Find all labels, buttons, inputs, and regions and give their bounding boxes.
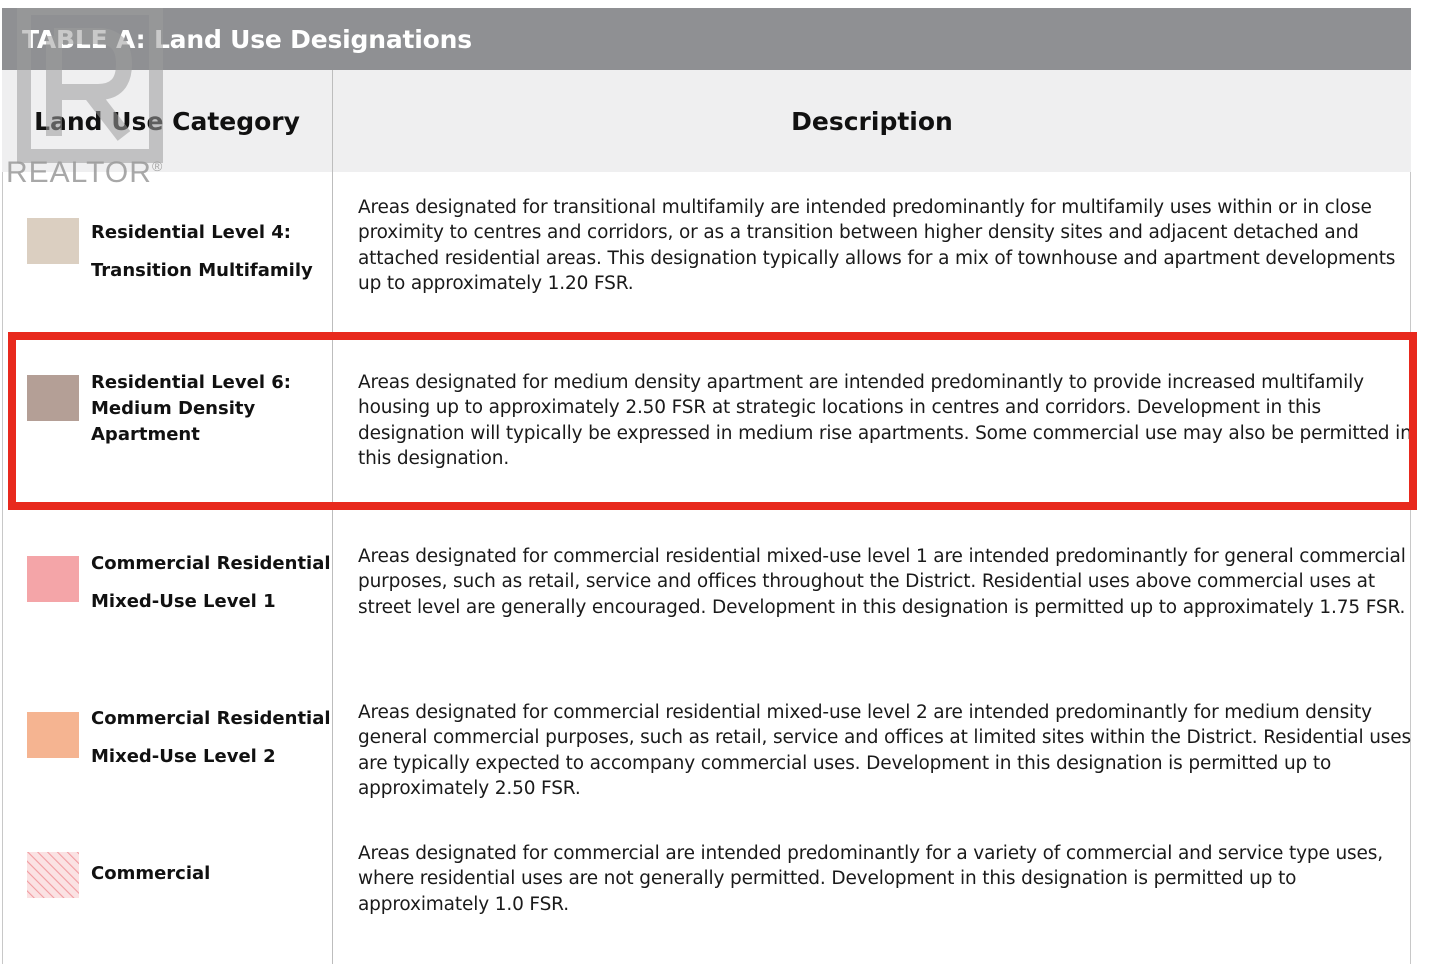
column-divider bbox=[332, 70, 333, 964]
category-label bbox=[91, 700, 331, 776]
realtor-watermark bbox=[6, 156, 163, 190]
table-title-text: TABLE A: Land Use Designations bbox=[22, 24, 472, 54]
table-title bbox=[2, 8, 1411, 70]
color-swatch bbox=[27, 712, 79, 758]
color-swatch bbox=[27, 218, 79, 264]
category-label-line: Commercial Residential bbox=[91, 708, 331, 729]
color-swatch bbox=[27, 556, 79, 602]
description-text: Areas designated for commercial residential mixed-use level 1 are intended predominantly for general commercial purposes, such as retail, service and offices throughout the District. Residential uses above commercial uses at street level are generally encouraged. Development in this designation is permitted up to approximately 1.75 FSR. bbox=[358, 546, 1406, 618]
category-label-line: Commercial bbox=[91, 863, 211, 884]
header-description: Description bbox=[791, 106, 953, 136]
category-label-line: Mixed-Use Level 2 bbox=[91, 746, 276, 767]
category-label-line: Residential Level 6: bbox=[91, 372, 291, 393]
description-text: Areas designated for commercial residential mixed-use level 2 are intended predominantly for medium density general commercial purposes, such as retail, service and offices at limited sites within the District. Residential uses are typically expected to accompany commercial uses. Development in this designation is permitted up to approximately 2.50 FSR. bbox=[358, 702, 1412, 799]
category-label-line: Apartment bbox=[91, 424, 200, 445]
category-label bbox=[91, 545, 331, 621]
category-label-line: Medium Density bbox=[91, 398, 256, 419]
category-label-line: Residential Level 4: bbox=[91, 222, 291, 243]
category-label bbox=[91, 370, 331, 448]
table-header bbox=[2, 70, 1411, 172]
description-text: Areas designated for medium density apartment are intended predominantly to provide increased multifamily housing up to approximately 2.50 FSR at strategic locations in centres and corridors. Development in this designation will typically be expressed in medium rise apartments. Some commercial use may also be permitted in this designation. bbox=[358, 372, 1412, 469]
color-swatch bbox=[27, 375, 79, 421]
description-text: Areas designated for transitional multifamily are intended predominantly for multifamily uses within or in close proximity to centres and corridors, or as a transition between higher density sites and adjacent detached and attached residential areas. This designation typically allows for a mix of townhouse and apartment developments up to approximately 1.20 FSR. bbox=[358, 197, 1396, 294]
table-body bbox=[2, 172, 1411, 964]
realtor-text: REALTOR bbox=[6, 156, 152, 189]
description-text: Areas designated for commercial are intended predominantly for a variety of commercial and service type uses, where residential uses are not generally permitted. Development in this designation is permitted up to approximately 1.0 FSR. bbox=[358, 843, 1383, 915]
category-label-line: Commercial Residential bbox=[91, 553, 331, 574]
category-label bbox=[91, 860, 331, 888]
category-label-line: Transition Multifamily bbox=[91, 260, 313, 281]
header-category: Land Use Category bbox=[2, 70, 333, 172]
registered-mark: ® bbox=[151, 158, 164, 174]
hatched-swatch bbox=[27, 852, 79, 898]
category-label-line: Mixed-Use Level 1 bbox=[91, 591, 276, 612]
category-label bbox=[91, 214, 331, 290]
